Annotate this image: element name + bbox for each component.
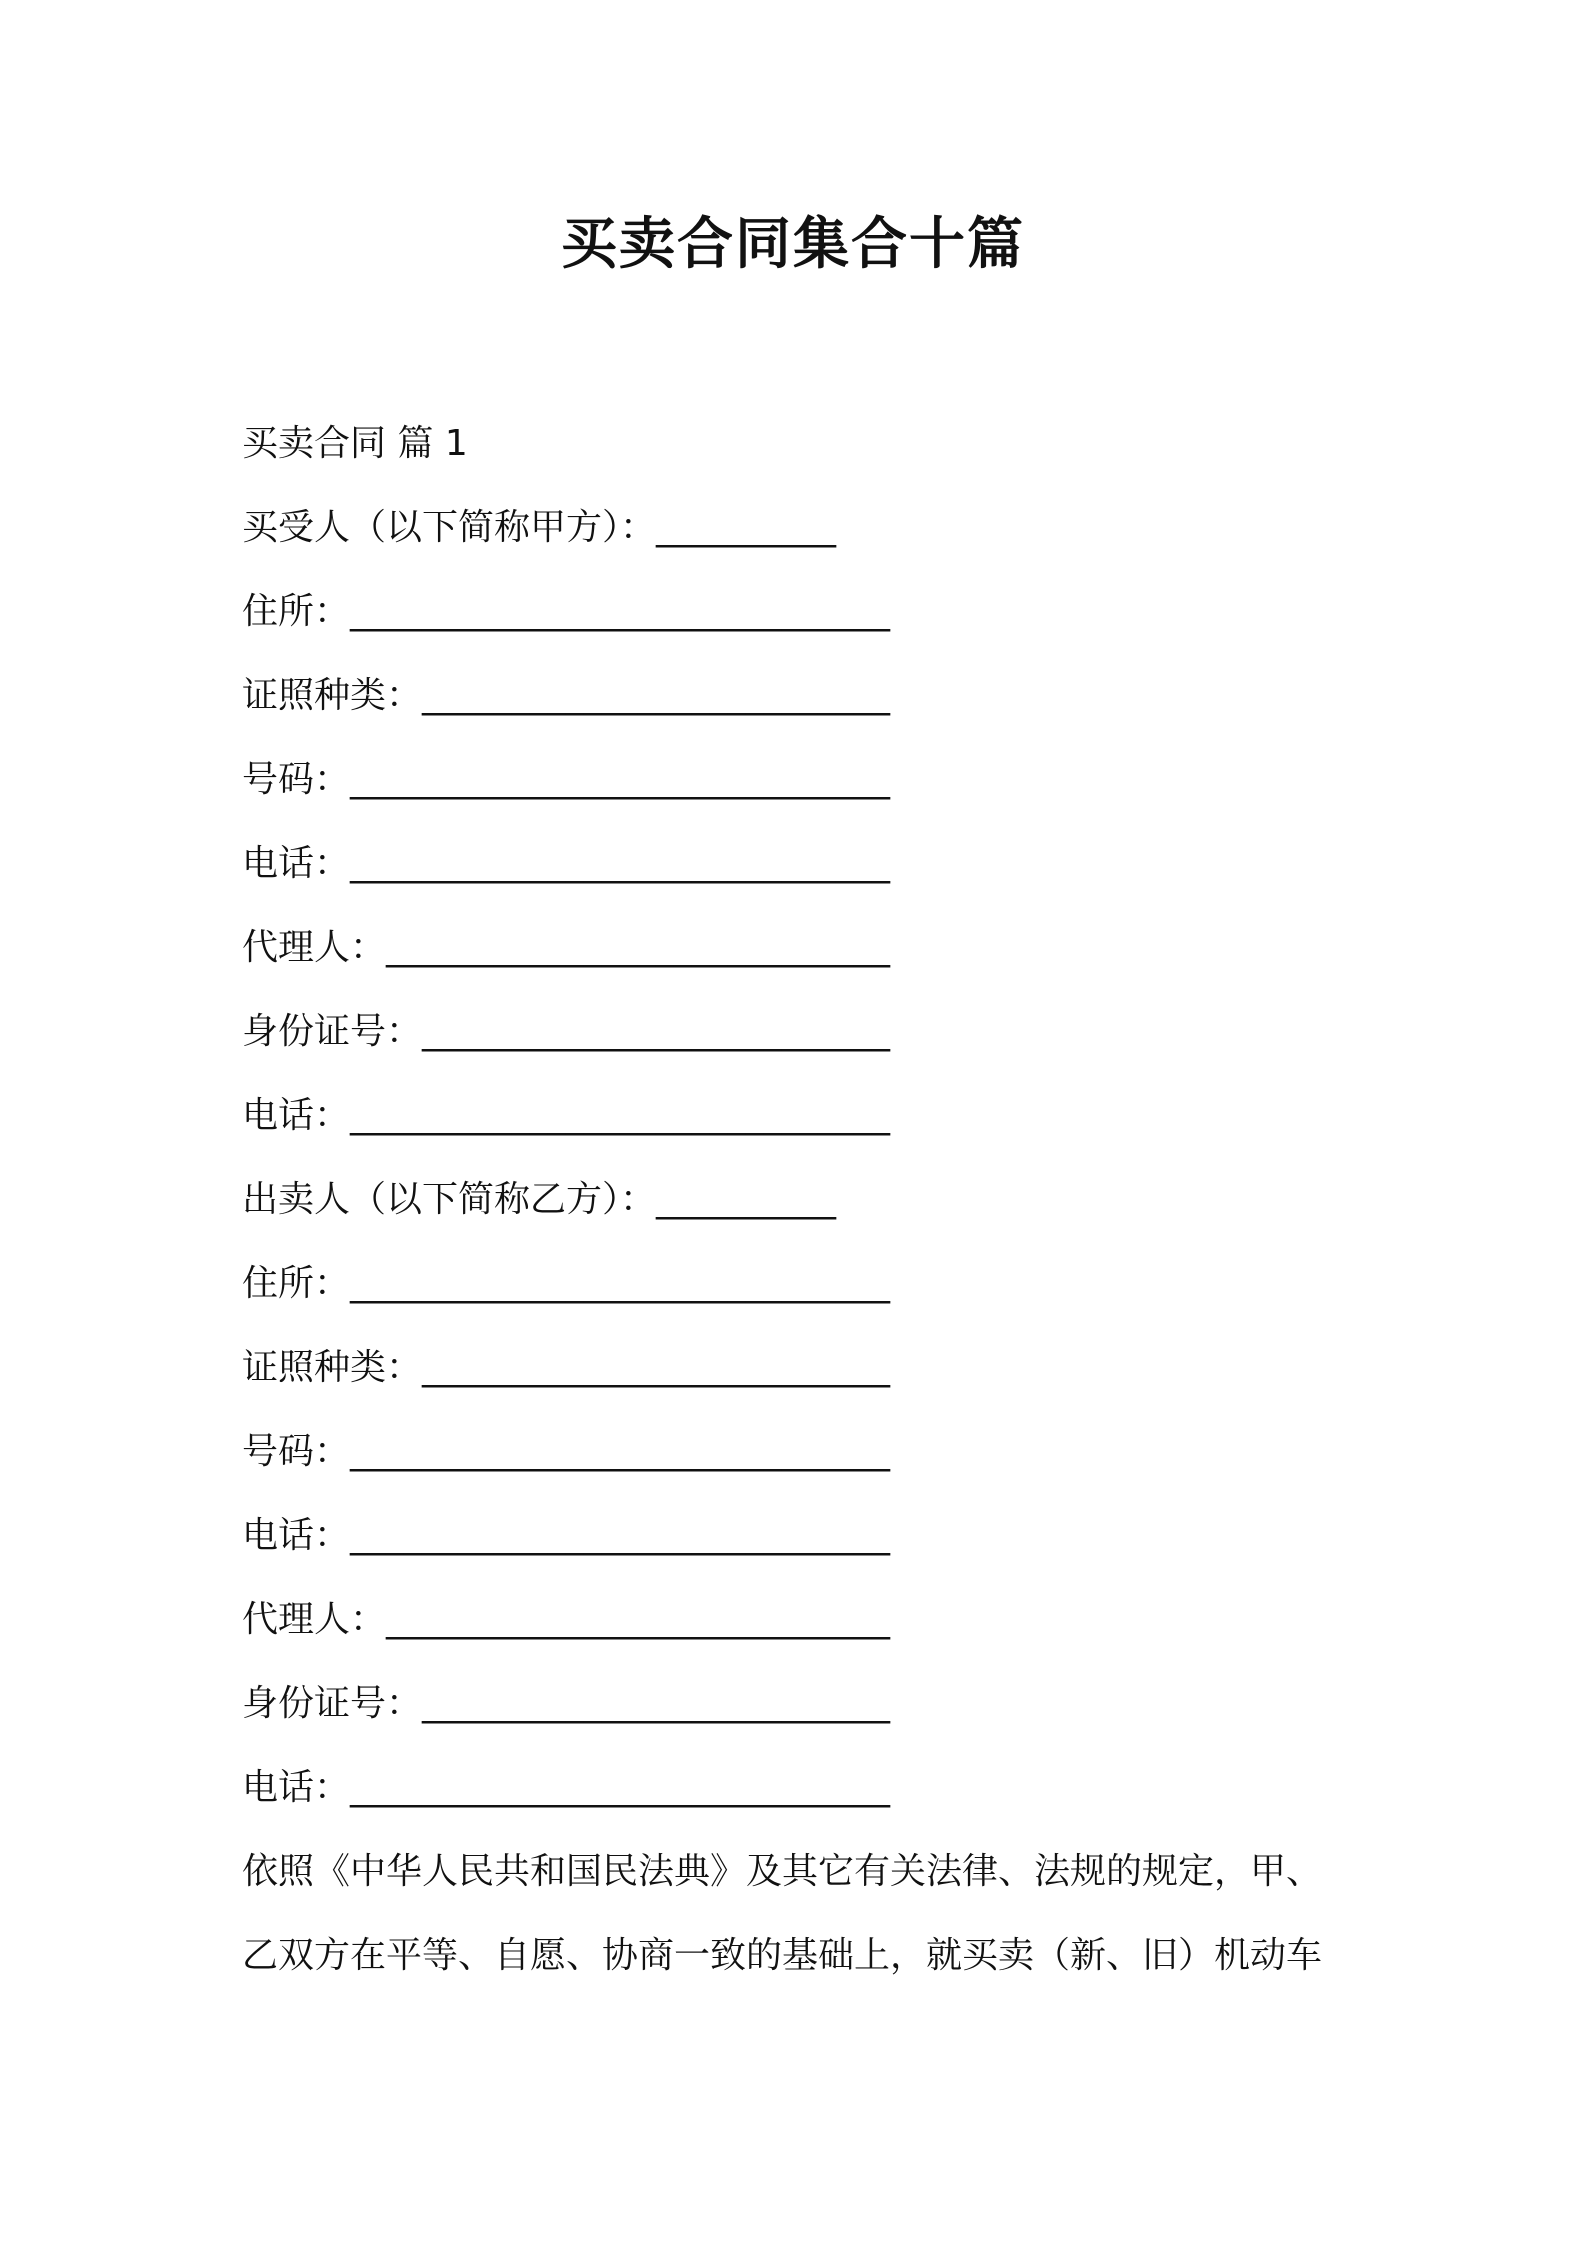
seller-license-type-line: 证照种类：__________________________ bbox=[242, 1347, 891, 1388]
document-body bbox=[242, 402, 1362, 1998]
buyer-license-type-line: 证照种类：__________________________ bbox=[242, 675, 891, 716]
seller-number-line: 号码：______________________________ bbox=[242, 1431, 891, 1472]
seller-name-line: 出卖人（以下简称乙方）：__________ bbox=[242, 1179, 837, 1220]
seller-agent-phone-line: 电话：______________________________ bbox=[242, 1767, 891, 1808]
paragraph-line-2: 乙双方在平等、自愿、协商一致的基础上，就买卖（新、旧）机动车 bbox=[242, 1935, 1323, 1976]
paragraph-line-1: 依照《中华人民共和国民法典》及其它有关法律、法规的规定，甲、 bbox=[242, 1851, 1323, 1892]
seller-agent-line: 代理人：____________________________ bbox=[242, 1599, 891, 1640]
seller-phone-line: 电话：______________________________ bbox=[242, 1515, 891, 1556]
seller-address-line: 住所：______________________________ bbox=[242, 1263, 891, 1304]
buyer-name-line: 买受人（以下简称甲方）：__________ bbox=[242, 507, 837, 548]
section-heading: 买卖合同 篇 1 bbox=[242, 423, 468, 464]
buyer-number-line: 号码：______________________________ bbox=[242, 759, 891, 800]
seller-agent-id-line: 身份证号：__________________________ bbox=[242, 1683, 891, 1724]
buyer-agent-line: 代理人：____________________________ bbox=[242, 927, 891, 968]
buyer-address-line: 住所：______________________________ bbox=[242, 591, 891, 632]
buyer-phone-line: 电话：______________________________ bbox=[242, 843, 891, 884]
buyer-agent-id-line: 身份证号：__________________________ bbox=[242, 1011, 891, 1052]
buyer-agent-phone-line: 电话：______________________________ bbox=[242, 1095, 891, 1136]
document-title: 买卖合同集合十篇 bbox=[561, 212, 1025, 277]
